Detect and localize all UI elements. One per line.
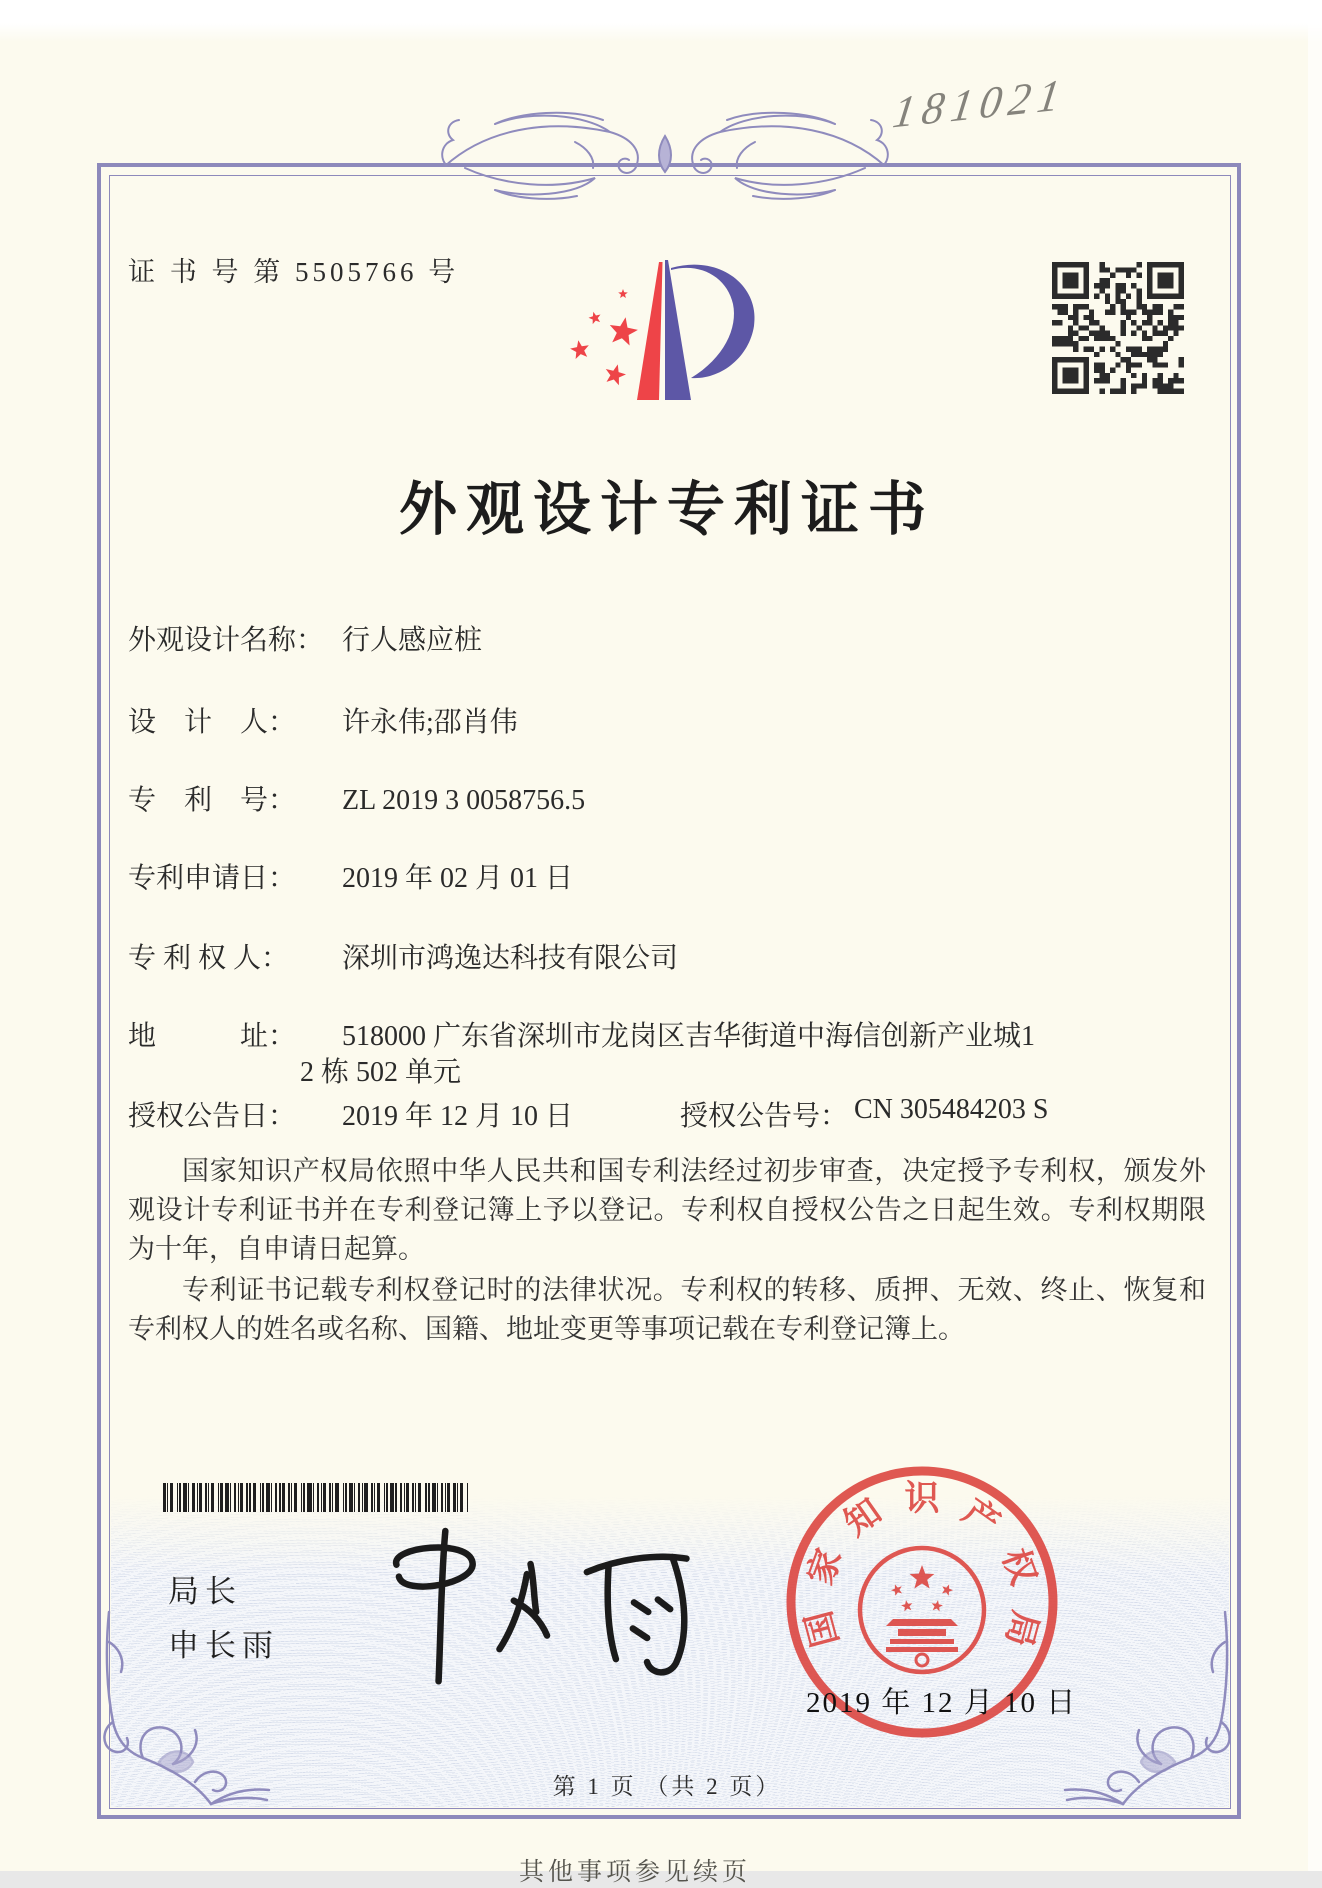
field-patentee: [128, 936, 678, 976]
field-value: 518000 广东省深圳市龙岗区吉华街道中海信创新产业城1: [342, 1021, 1036, 1052]
handwritten-signature: [349, 1510, 715, 1702]
document-title: 外观设计专利证书: [398, 477, 935, 542]
field-label: 地 址：: [128, 1021, 297, 1052]
legal-paragraph-2: 专利证书记载专利权登记时的法律状况。专利权的转移、质押、无效、终止、恢复和专利权人的姓名或名称、国籍、地址变更等事项记载在专利登记簿上。: [128, 1275, 1206, 1344]
field-value: 深圳市鸿逸达科技有限公司: [342, 943, 679, 974]
field-designer: [128, 700, 518, 740]
seal-arc-char: 权: [994, 1543, 1044, 1590]
national-emblem-icon: [860, 1548, 984, 1672]
certificate-number: 证 书 号 第 5505766 号: [128, 257, 460, 287]
field-design-name: [128, 618, 482, 658]
field-address: [128, 1014, 1035, 1054]
seal-arc-char: 家: [800, 1543, 850, 1590]
field-value: 2019 年 12 月 10 日: [342, 1101, 574, 1132]
field-label: 设 计 人：: [128, 707, 297, 738]
field-grant: [128, 1094, 1049, 1134]
field-label: 授权公告号：: [680, 1101, 849, 1132]
field-label: 专 利 权 人：: [128, 943, 290, 974]
field-filing-date: [128, 856, 573, 896]
field-value: 2019 年 02 月 01 日: [342, 863, 574, 894]
seal-date: 2019 年 12 月 10 日: [806, 1687, 1078, 1719]
field-value: CN 305484203 S: [854, 1094, 1049, 1125]
barcode-icon: [163, 1483, 475, 1512]
field-label: 专 利 号：: [128, 785, 297, 816]
field-label: 授权公告日：: [128, 1101, 297, 1132]
seal-arc-char: 识: [904, 1479, 940, 1518]
cnipa-logo-icon: [548, 220, 763, 410]
qr-code-icon: [1052, 262, 1184, 394]
seal-arc-char: 产: [955, 1491, 1007, 1544]
legal-paragraph-1: 国家知识产权局依照中华人民共和国专利法经过初步审查，决定授予专利权，颁发外观设计专利证书并在专利登记簿上予以登记。专利权自授权公告之日起生效。专利权期限为十年，自申请日起算。: [128, 1156, 1206, 1264]
seal-arc-char: 国: [798, 1606, 846, 1651]
legal-text: [128, 1152, 1206, 1351]
commissioner-name: 申长雨: [168, 1628, 279, 1663]
page-number: 第 1 页 （共 2 页）: [552, 1774, 782, 1799]
cutoff-next-line-text: [519, 1852, 752, 1886]
scan-edge-right: [1308, 0, 1322, 1871]
field-label: 专利申请日：: [128, 863, 297, 894]
field-value: 行人感应桩: [342, 625, 483, 656]
seal-arc-char: 局: [998, 1606, 1046, 1651]
seal-arc-char: 知: [837, 1491, 889, 1544]
top-flourish-ornament: [425, 104, 905, 209]
scan-edge-top: [0, 0, 1322, 42]
field-label: 外观设计名称：: [128, 625, 325, 656]
handwritten-note: 181021: [889, 69, 1071, 138]
field-value: ZL 2019 3 0058756.5: [342, 785, 586, 816]
field-patent-number: [128, 778, 585, 818]
cutoff-text: 其他事项参见续页: [519, 1859, 752, 1886]
field-address-line2: 2 栋 502 单元: [300, 1057, 462, 1088]
commissioner-title: 局长: [168, 1574, 242, 1609]
field-value: 许永伟;邵肖伟: [342, 707, 518, 738]
